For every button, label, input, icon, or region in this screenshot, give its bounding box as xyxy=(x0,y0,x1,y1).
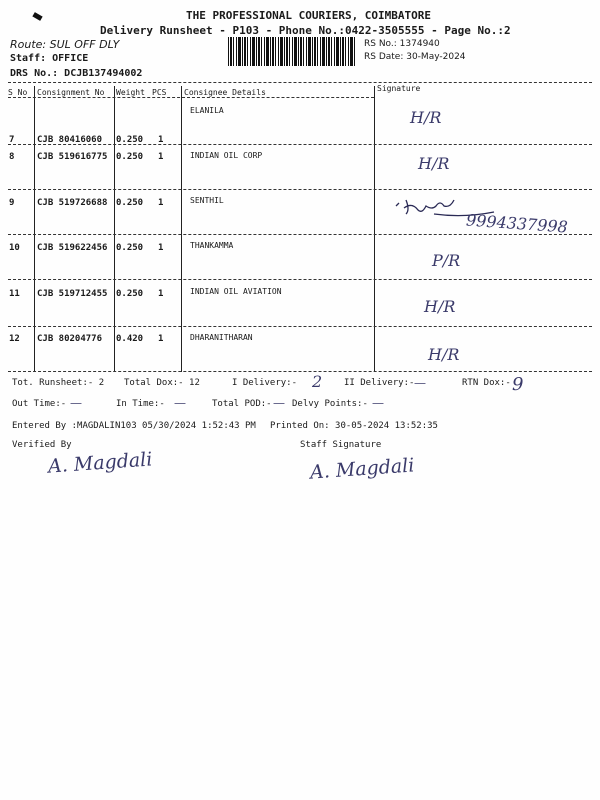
tot-runsheet: Tot. Runsheet:- 2 xyxy=(12,378,105,388)
i-delivery-label: I Delivery:- xyxy=(232,378,298,388)
row-pcs: 1 xyxy=(158,198,164,208)
col-divider xyxy=(374,86,375,372)
row-consignment: CJB 519616775 xyxy=(37,152,108,162)
col-header-pcs: PCS xyxy=(152,88,167,97)
row-consignment: CJB 80204776 xyxy=(37,334,103,344)
company-title: THE PROFESSIONAL COURIERS, COIMBATORE xyxy=(186,9,432,22)
row-consignee: ELANILA xyxy=(190,106,224,115)
col-header-sno: S No xyxy=(8,88,28,97)
row-consignment: CJB 519622456 xyxy=(37,243,108,253)
row-weight: 0.250 xyxy=(116,152,144,162)
table-bottom-rule xyxy=(8,371,592,372)
row-pcs: 1 xyxy=(158,243,164,253)
rs-number: RS No.: 1374940 xyxy=(364,39,440,49)
row-sno: 9 xyxy=(9,198,15,208)
row-rule xyxy=(8,234,592,235)
ii-delivery-label: II Delivery:- xyxy=(344,378,415,388)
row-sno: 8 xyxy=(9,152,15,162)
col-divider xyxy=(34,86,35,372)
verified-signature: A. Magdali xyxy=(47,448,154,478)
printed-on: Printed On: 30-05-2024 13:52:35 xyxy=(270,421,438,431)
out-time-label: Out Time:- xyxy=(12,399,67,409)
row-weight: 0.250 xyxy=(116,135,144,145)
row-pcs: 1 xyxy=(158,334,164,344)
col-header-consignee: Consignee Details xyxy=(184,88,266,97)
row-sno: 7 xyxy=(9,135,15,145)
out-time-value: — xyxy=(70,396,82,410)
row-signature: 9994337998 xyxy=(465,210,569,237)
row-signature: H/R xyxy=(424,297,456,316)
row-consignment: CJB 80416060 xyxy=(37,135,103,145)
row-weight: 0.420 xyxy=(116,334,144,344)
row-rule xyxy=(8,144,592,145)
col-divider xyxy=(181,86,182,372)
staff-signature-hand: A. Magdali xyxy=(309,454,416,484)
col-header-consignment: Consignment No xyxy=(37,88,105,97)
i-delivery-value: 2 xyxy=(312,372,323,391)
header-rule xyxy=(8,97,374,98)
row-signature: H/R xyxy=(418,154,450,173)
row-pcs: 1 xyxy=(158,135,164,145)
entered-by: Entered By :MAGDALIN103 05/30/2024 1:52:43 PM xyxy=(12,421,256,431)
rtn-dox-label: RTN Dox:- xyxy=(462,378,511,388)
staff-signature-label: Staff Signature xyxy=(300,440,382,450)
row-consignee: SENTHIL xyxy=(190,196,224,205)
row-sno: 11 xyxy=(9,289,20,299)
in-time-value: — xyxy=(174,396,186,410)
drs-number: DRS No.: DCJB137494002 xyxy=(10,68,143,79)
in-time-label: In Time:- xyxy=(116,399,165,409)
row-consignee: DHARANITHARAN xyxy=(190,333,253,342)
row-sno: 12 xyxy=(9,334,20,344)
row-pcs: 1 xyxy=(158,289,164,299)
row-consignee: THANKAMMA xyxy=(190,241,234,250)
table-top-rule xyxy=(8,82,592,83)
verified-by-label: Verified By xyxy=(12,440,72,450)
runsheet-subtitle: Delivery Runsheet - P103 - Phone No.:0422-3505555 - Page No.:2 xyxy=(100,24,511,37)
rtn-dox-value: 9 xyxy=(512,374,524,395)
col-divider xyxy=(114,86,115,372)
row-weight: 0.250 xyxy=(116,243,144,253)
staff-label: Staff: OFFICE xyxy=(10,53,89,64)
row-consignment: CJB 519712455 xyxy=(37,289,108,299)
row-weight: 0.250 xyxy=(116,289,144,299)
delvy-points-label: Delvy Points:- xyxy=(292,399,368,409)
route-label: Route: SUL OFF DLY xyxy=(10,38,120,51)
row-signature: P/R xyxy=(432,251,461,270)
row-consignee: INDIAN OIL CORP xyxy=(190,151,263,160)
col-header-signature: Signature xyxy=(377,84,421,93)
rs-date: RS Date: 30-May-2024 xyxy=(364,52,466,62)
delvy-points-value: — xyxy=(372,396,384,410)
row-pcs: 1 xyxy=(158,152,164,162)
row-weight: 0.250 xyxy=(116,198,144,208)
col-header-weight: Weight xyxy=(116,88,145,97)
row-rule xyxy=(8,189,592,190)
total-dox: Total Dox:- 12 xyxy=(124,378,200,388)
row-signature: H/R xyxy=(428,345,460,364)
row-sno: 10 xyxy=(9,243,20,253)
total-pod-value: — xyxy=(273,396,285,410)
barcode xyxy=(228,37,356,66)
ii-delivery-value: — xyxy=(414,376,426,390)
row-rule xyxy=(8,279,592,280)
total-pod-label: Total POD:- xyxy=(212,399,272,409)
row-consignee: INDIAN OIL AVIATION xyxy=(190,287,282,296)
page-mark xyxy=(32,12,42,21)
row-consignment: CJB 519726688 xyxy=(37,198,108,208)
row-signature: H/R xyxy=(410,108,442,127)
row-rule xyxy=(8,326,592,327)
